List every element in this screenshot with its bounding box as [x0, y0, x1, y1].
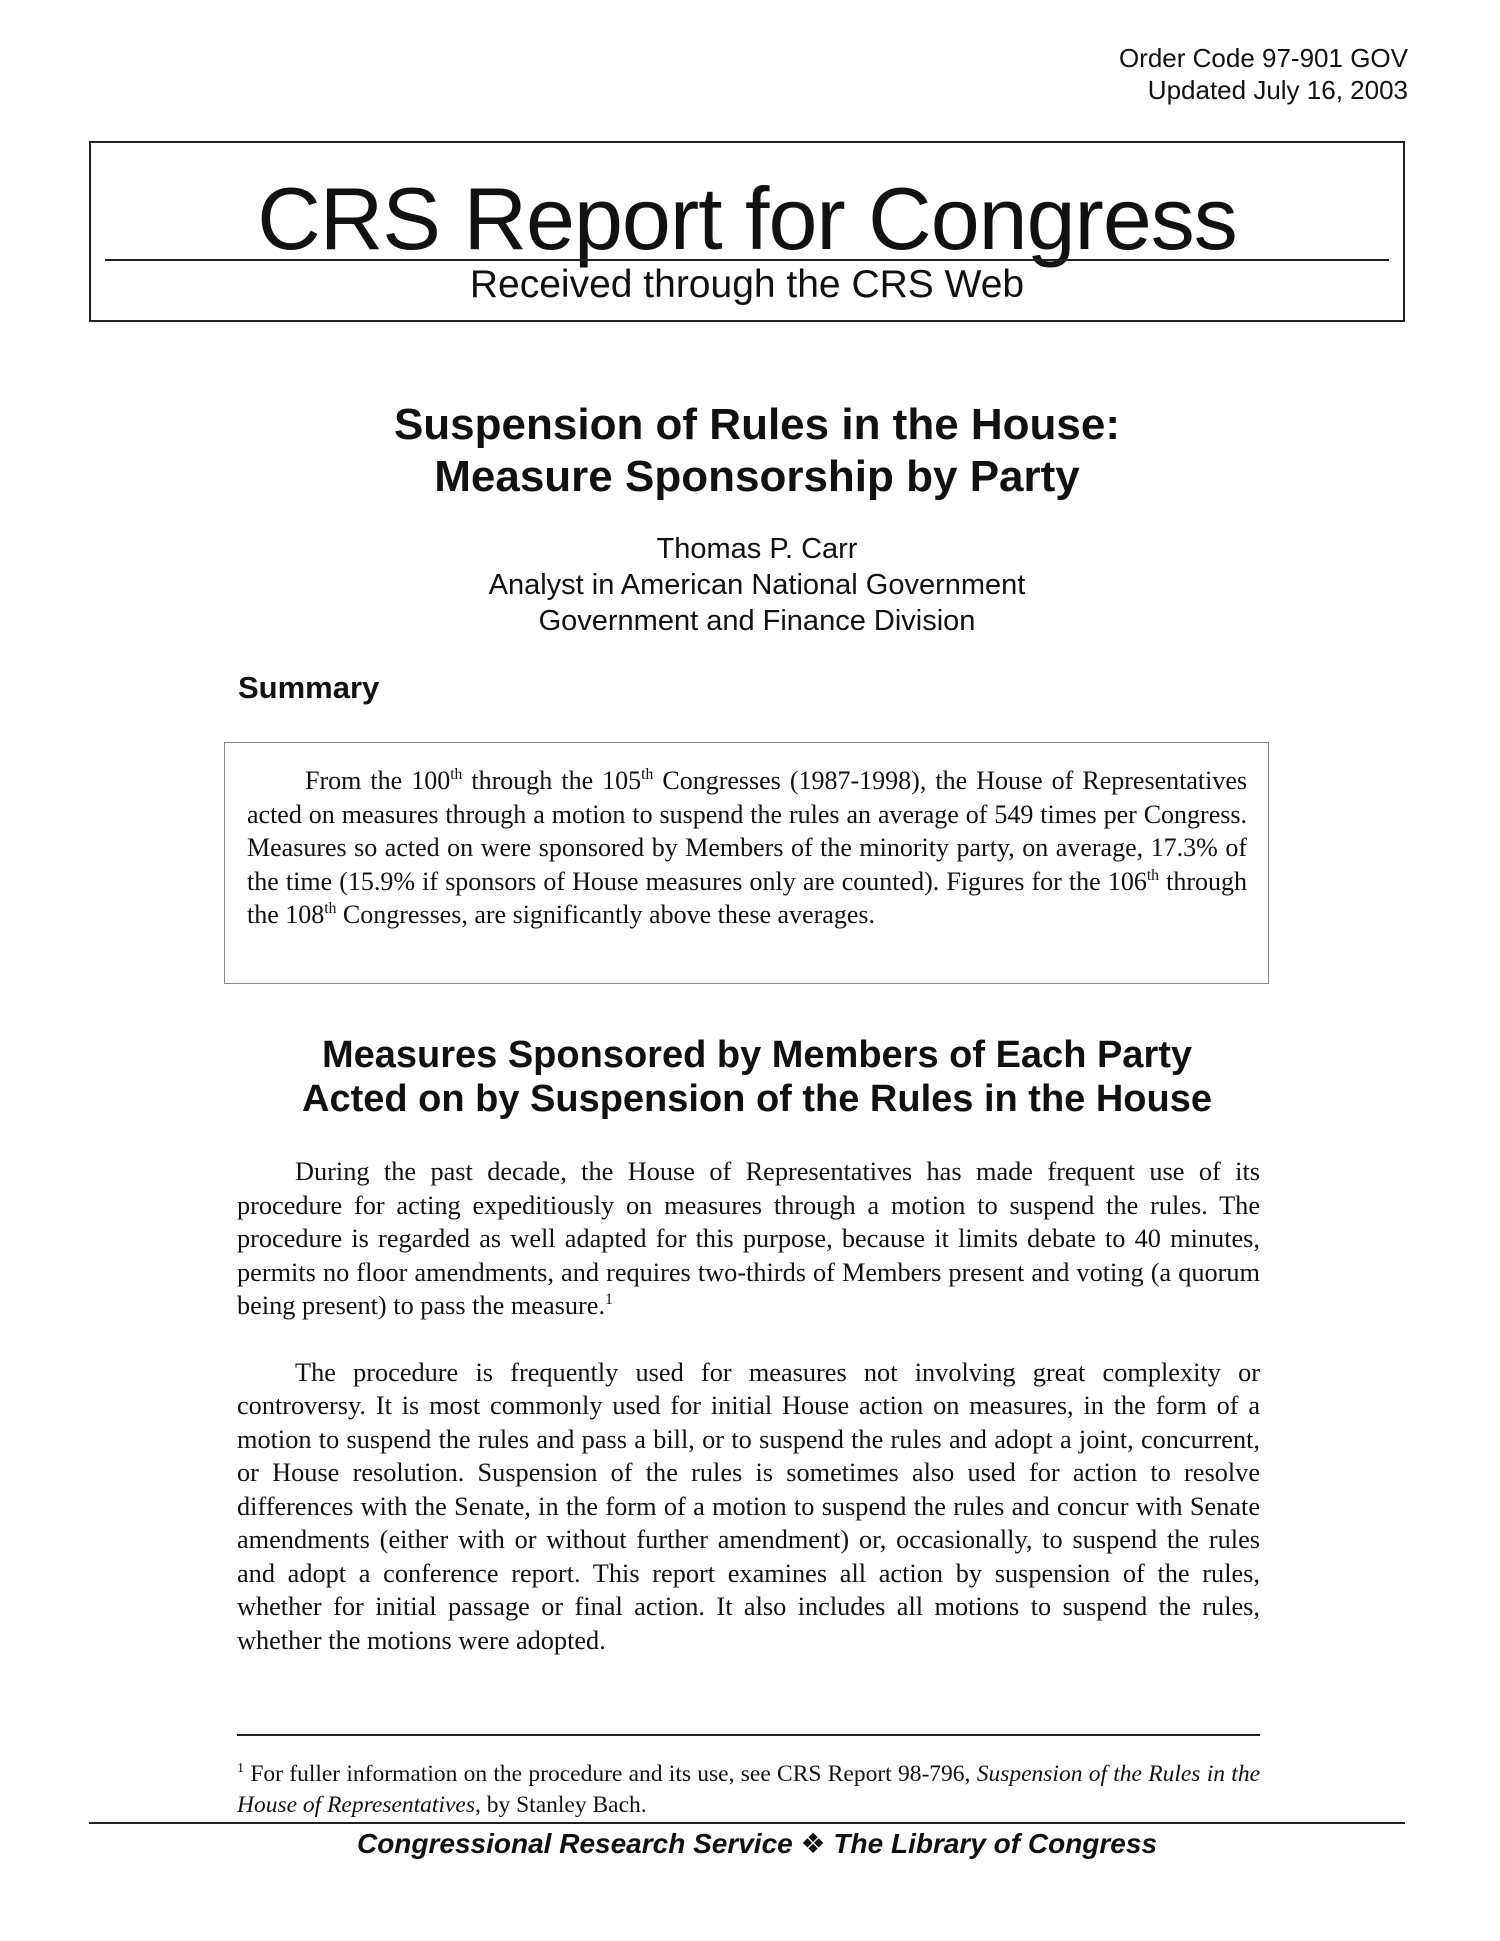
section-heading	[0, 1033, 1500, 1121]
banner-subtitle: Received through the CRS Web	[469, 263, 1025, 306]
author-name: Thomas P. Carr	[656, 533, 858, 565]
author-division: Government and Finance Division	[538, 605, 976, 637]
updated-date: Updated July 16, 2003	[1147, 75, 1408, 105]
section-heading-line-1: Measures Sponsored by Members of Each Party	[321, 1034, 1193, 1076]
footnote-text: For fuller information on the procedure and its use, see CRS Report 98-796,	[244, 1761, 977, 1787]
summary-text: through the 105	[462, 766, 642, 795]
summary-text: through the 108	[247, 866, 1247, 929]
footer-library: The Library of Congress	[833, 1828, 1158, 1859]
banner-title: CRS Report for Congress	[257, 169, 1237, 268]
footnote-reference[interactable]: 1	[605, 1290, 613, 1308]
ordinal-suffix: th	[1146, 866, 1159, 884]
body-paragraph-2: The procedure is frequently used for measures not involving great complexity or controversy. It is most commonly used for initial House action on measures, in the form of a motion to suspend the rules and pass a bill, or to suspend the rules and adopt a joint, concurrent, or House resolution. Suspension of the rules is sometimes also used for action to resolve differences with the Senate, in the form of a motion to suspend the rules and concur with Senate amendments (either with or without further amendment) or, occasionally, to suspend the rules and adopt a conference report. This report examines all action by suspension of the rules, whether for initial passage or final action. It also includes all motions to suspend the rules, whether the motions were adopted.	[237, 1357, 1260, 1655]
body-paragraph-1	[237, 1155, 1260, 1323]
title-line-1: Suspension of Rules in the House:	[393, 400, 1121, 449]
footnote-cited-title: Suspension of the Rules in the House of Representatives	[237, 1761, 1260, 1818]
footer-publisher: Congressional Research Service	[356, 1828, 793, 1859]
footnote	[237, 1759, 1260, 1821]
author-title: Analyst in American National Government	[488, 569, 1026, 601]
ordinal-suffix: th	[450, 765, 463, 783]
summary-text: From the 100	[305, 766, 451, 795]
summary-text: Congresses (1987-1998), the House of Representatives acted on measures through a motion to suspend the rules an average of 549 times per Congress. Measures so acted on were sponsored by Members of the minority party, on average, 17.3% of the time (15.9% if sponsors of House measures only are counted). Figures for the 106	[247, 766, 1248, 896]
ordinal-suffix: th	[324, 899, 337, 917]
diamond-separator-icon: ❖	[800, 1828, 826, 1859]
page-footer	[0, 1826, 1500, 1862]
footnote-text: , by Stanley Bach.	[474, 1792, 647, 1818]
section-heading-line-2: Acted on by Suspension of the Rules in the House	[302, 1078, 1212, 1120]
order-code-block	[1119, 42, 1408, 106]
title-line-2: Measure Sponsorship by Party	[434, 452, 1080, 501]
ordinal-suffix: th	[641, 765, 654, 783]
footer-divider	[89, 1822, 1405, 1824]
paragraph-text: During the past decade, the House of Representatives has made frequent use of its procedure for acting expeditiously on measures through a motion to suspend the rules. The procedure is regarded as well adapted for this purpose, because it limits debate to 40 minutes, permits no floor amendments, and requires two-thirds of Members present and voting (a quorum being present) to pass the measure.	[237, 1157, 1260, 1320]
order-code: Order Code 97-901 GOV	[1118, 43, 1408, 73]
report-banner	[89, 141, 1405, 322]
document-title	[0, 399, 1500, 503]
summary-heading: Summary	[238, 670, 380, 705]
summary-box	[224, 742, 1269, 984]
summary-text: Congresses, are significantly above these averages.	[336, 900, 875, 929]
author-block	[0, 531, 1500, 639]
summary-paragraph	[247, 764, 1247, 932]
footnote-divider	[237, 1734, 1260, 1736]
footnote-marker: 1	[237, 1759, 245, 1776]
body-text	[237, 1155, 1260, 1690]
